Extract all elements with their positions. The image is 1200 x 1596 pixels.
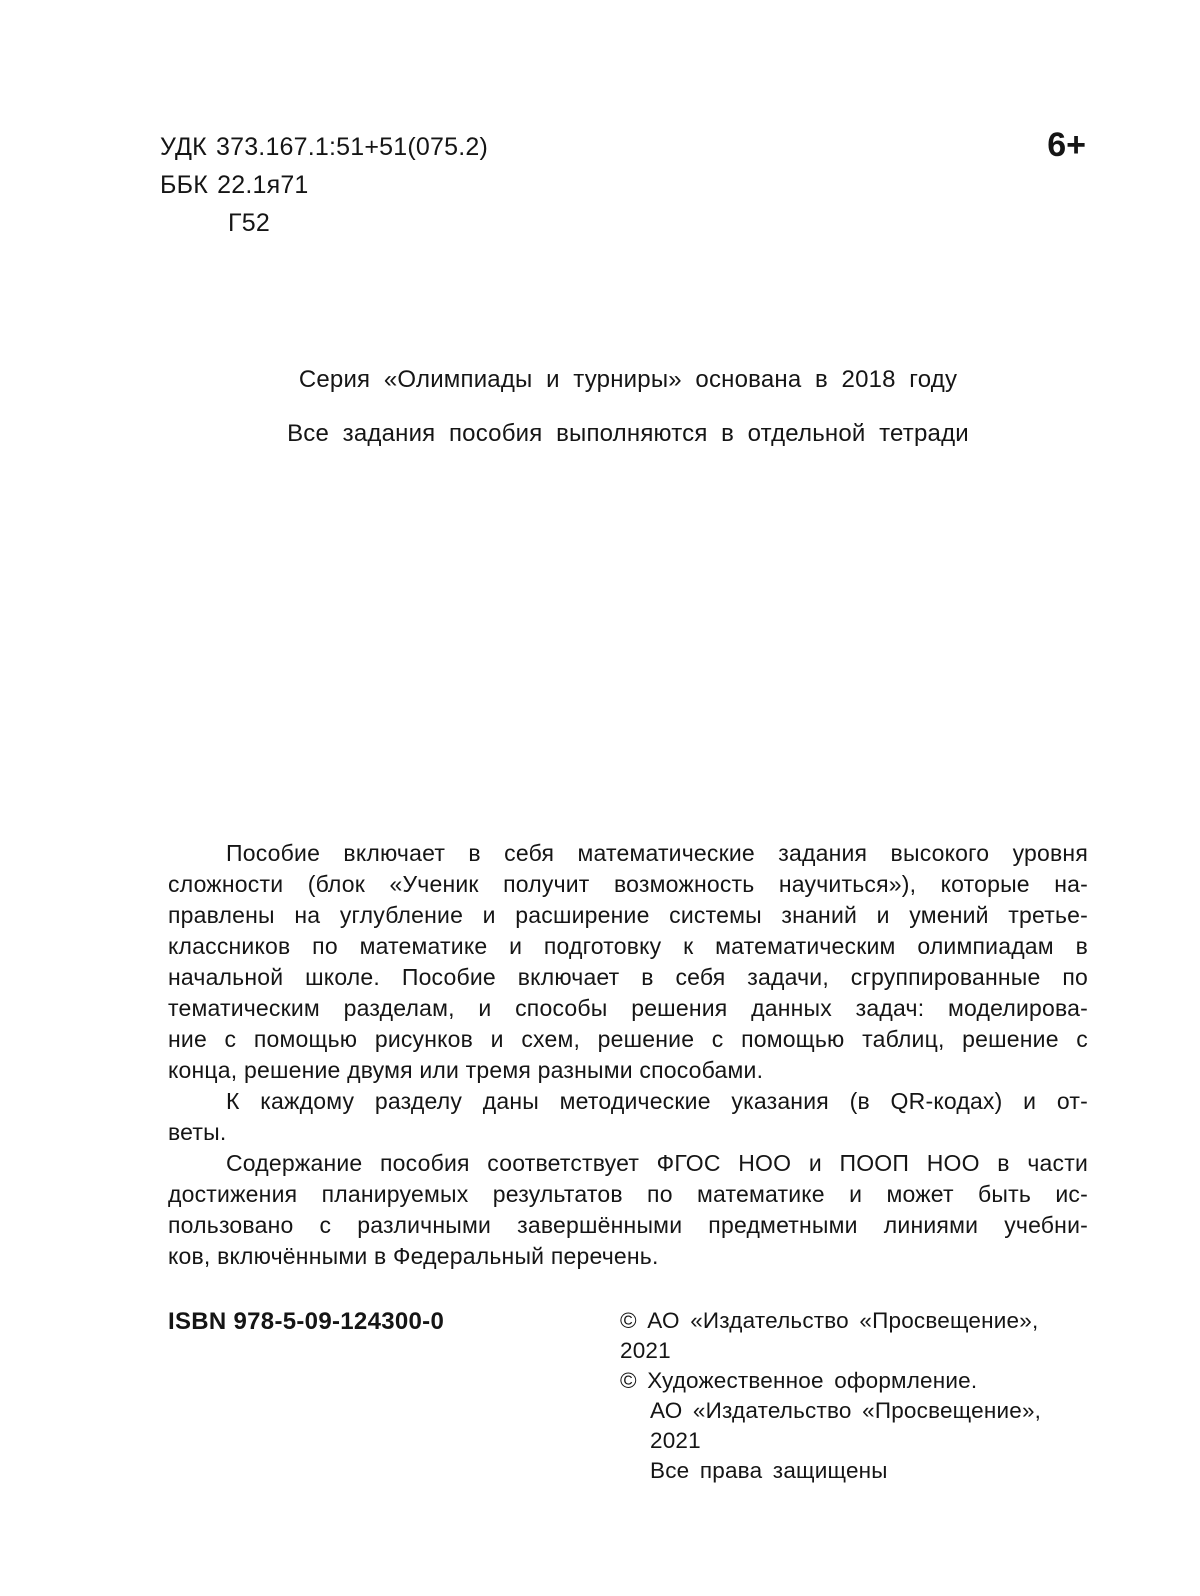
- annotation-line: веты.: [168, 1119, 227, 1145]
- classification-codes: [160, 128, 488, 242]
- annotation-line: достижения планируемых результатов по математике и может быть ис-: [168, 1181, 1088, 1207]
- annotation-line: Пособие включает в себя математические задания высокого уровня: [226, 840, 1088, 866]
- annotation-line: К каждому разделу даны методические указания (в QR-кодах) и от-: [226, 1088, 1088, 1114]
- age-rating-badge: 6+: [1047, 126, 1086, 164]
- copyright-line: Все права защищены: [650, 1458, 888, 1483]
- annotation-line: конца, решение двумя или тремя разными способами.: [168, 1057, 764, 1083]
- annotation-line: Содержание пособия соответствует ФГОС НОО и ПООП НОО в части: [226, 1150, 1088, 1176]
- isbn-number: ISBN 978-5-09-124300-0: [168, 1308, 445, 1335]
- annotation-paragraph-2: [168, 1086, 1088, 1148]
- bbk-code: ББК 22.1я71: [160, 171, 309, 199]
- author-sign-code: Г52: [228, 209, 270, 237]
- annotation-line: пользовано с различными завершёнными предметными линиями учебни-: [168, 1212, 1088, 1238]
- annotation-paragraph-3: [168, 1148, 1088, 1272]
- series-founded-note: Серия «Олимпиады и турниры» основана в 2018 году: [298, 366, 958, 393]
- copyright-block: [620, 1306, 1090, 1486]
- annotation-paragraph-1: [168, 838, 1088, 1086]
- copyright-line: © АО «Издательство «Просвещение», 2021: [620, 1308, 1039, 1363]
- copyright-line: © Художественное оформление.: [620, 1368, 978, 1393]
- annotation-line: тематическим разделам, и способы решения данных задач: моделирова-: [168, 995, 1088, 1021]
- notebook-note: Все задания пособия выполняются в отдельной тетради: [287, 420, 969, 447]
- annotation-line: ние с помощью рисунков и схем, решение с помощью таблиц, решение с: [168, 1026, 1088, 1052]
- annotation-text: [168, 838, 1088, 1272]
- annotation-line: классников по математике и подготовку к математическим олимпиадам в: [168, 933, 1088, 959]
- udk-code: УДК 373.167.1:51+51(075.2): [160, 133, 488, 161]
- annotation-line: правлены на углубление и расширение системы знаний и умений третье-: [168, 902, 1088, 928]
- copyright-line: АО «Издательство «Просвещение», 2021: [650, 1398, 1042, 1453]
- series-notes: [168, 366, 1088, 474]
- annotation-line: сложности (блок «Ученик получит возможность научиться»), которые на-: [168, 871, 1088, 897]
- annotation-line: ков, включёнными в Федеральный перечень.: [168, 1243, 659, 1269]
- annotation-line: начальной школе. Пособие включает в себя задачи, сгруппированные по: [168, 964, 1088, 990]
